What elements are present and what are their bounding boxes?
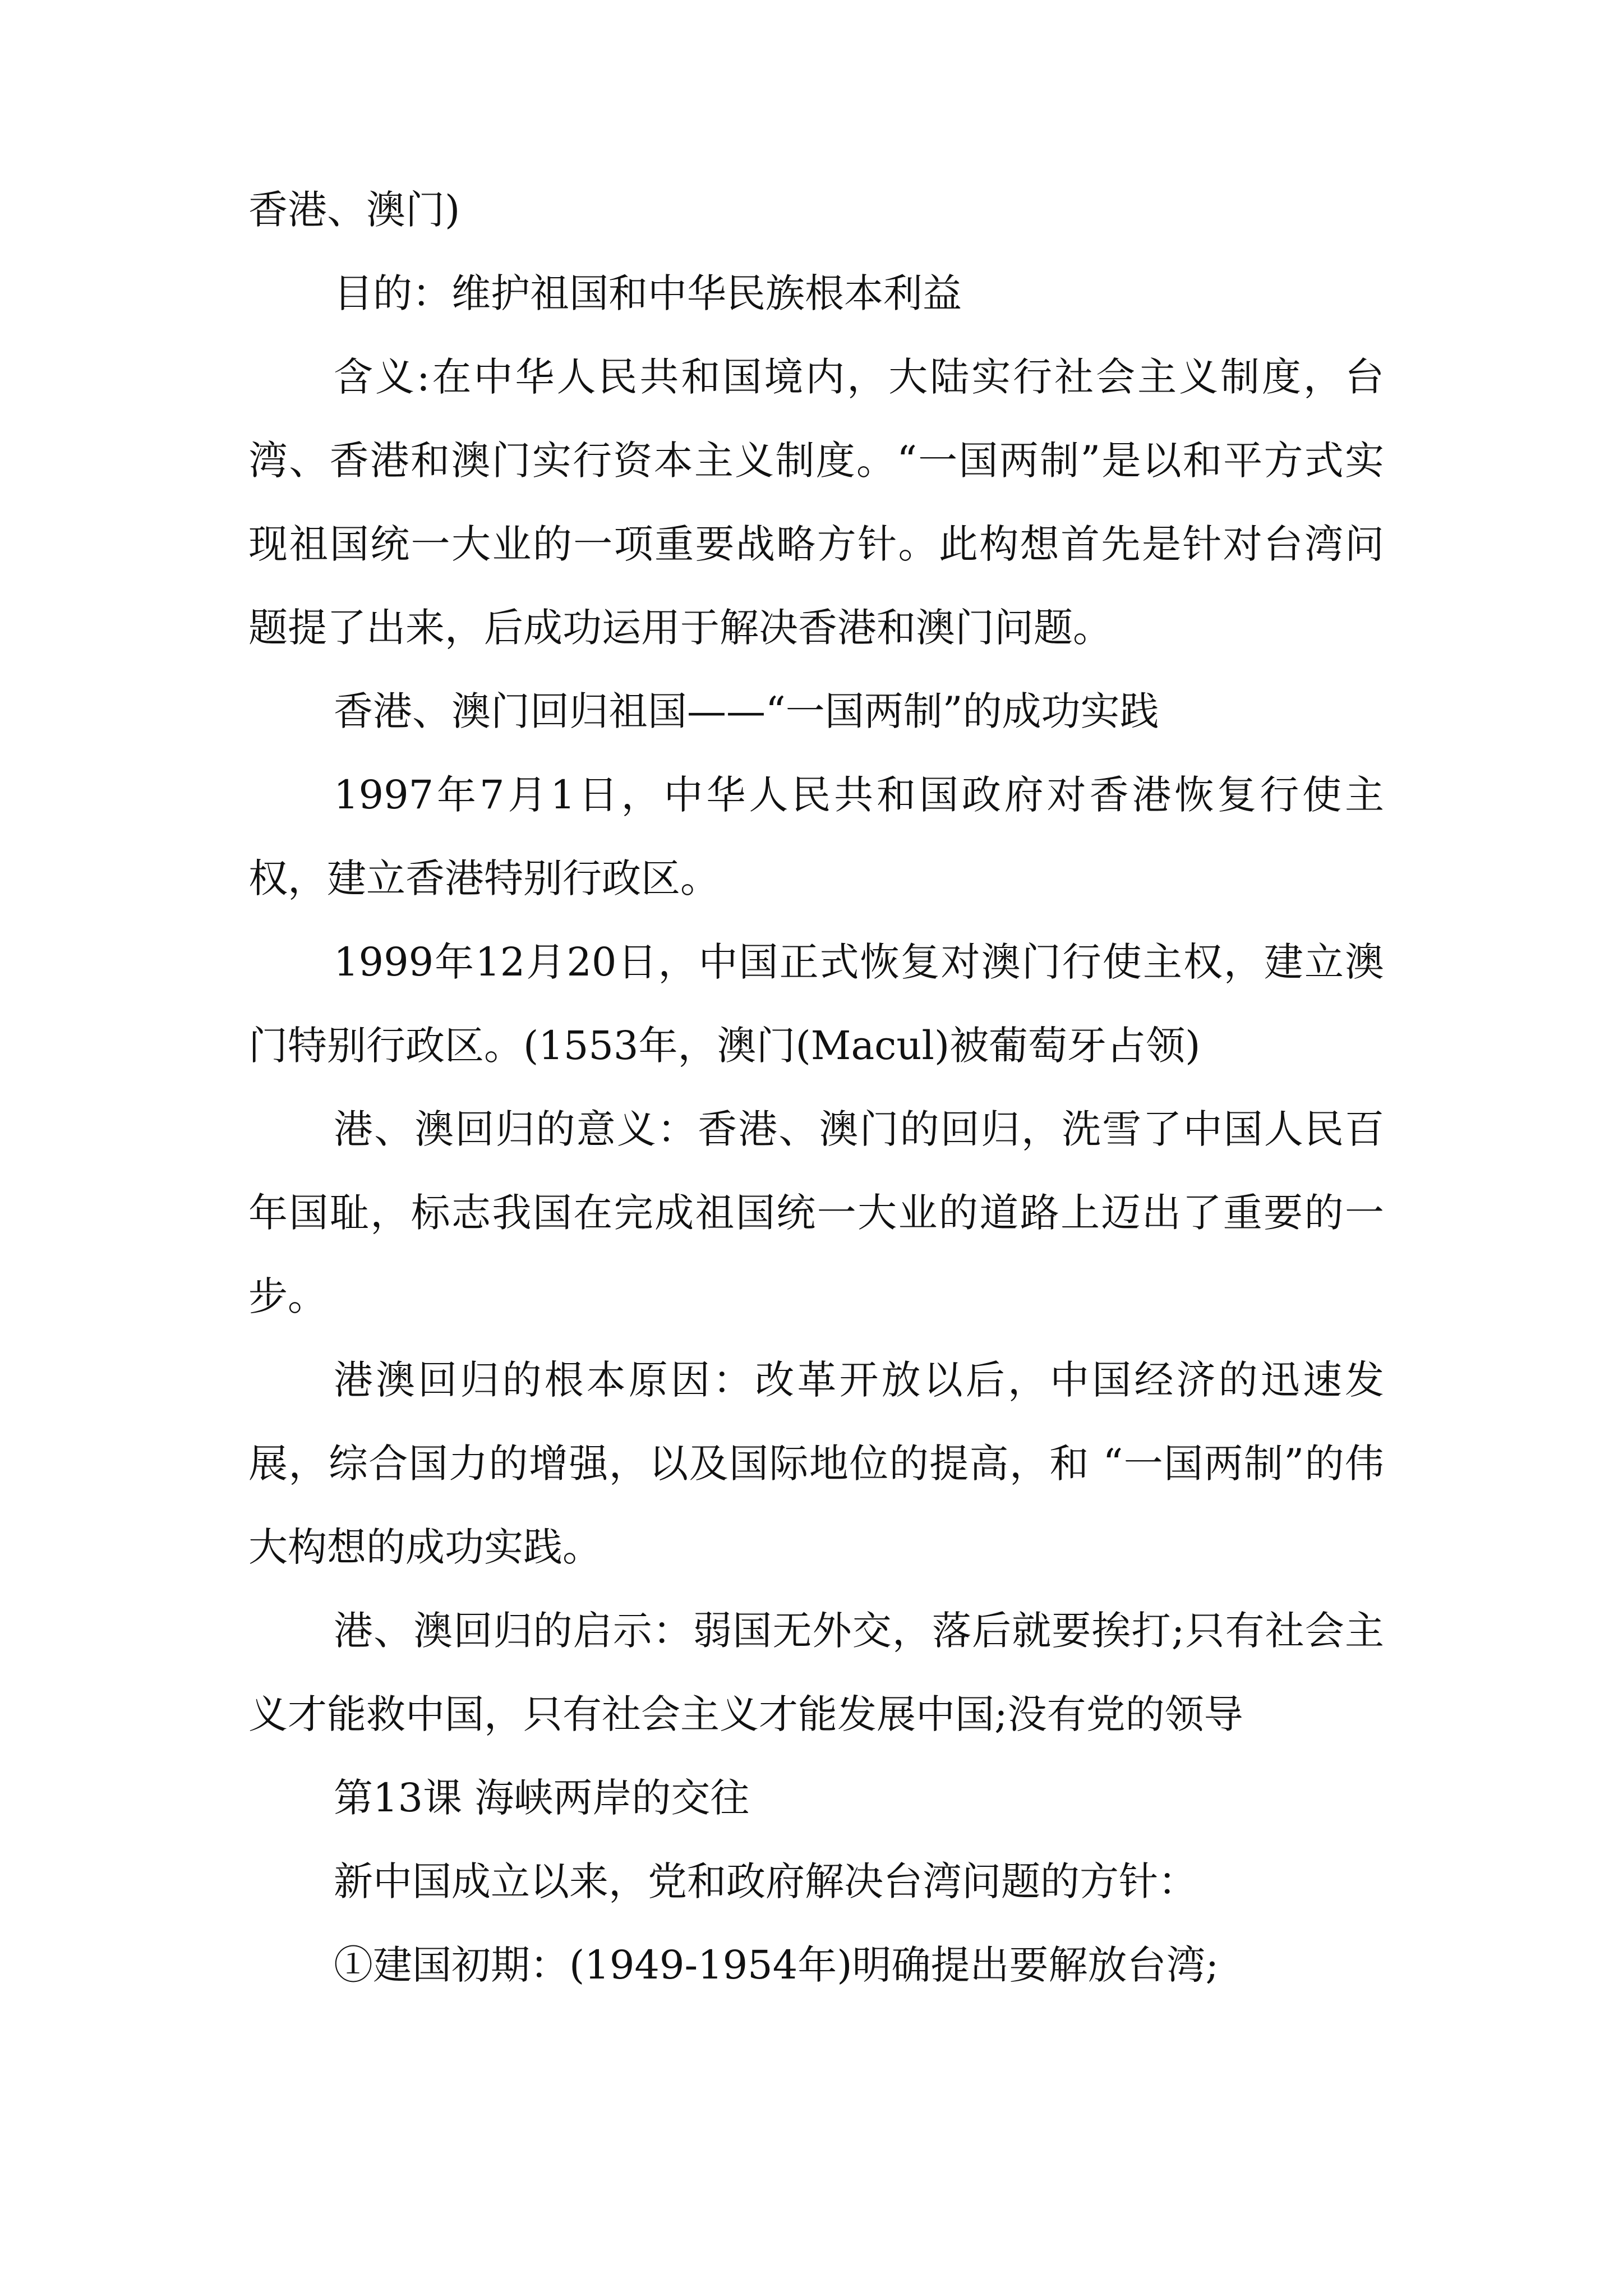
paragraph: 1999年12月20日，中国正式恢复对澳门行使主权，建立澳门特别行政区。(1553年，澳门(Macul)被葡萄牙占领) — [248, 939, 1384, 1069]
document-body — [248, 168, 1384, 2007]
paragraph: 香港、澳门回归祖国——“一国两制”的成功实践 — [334, 688, 1159, 734]
paragraph: 新中国成立以来，党和政府解决台湾问题的方针： — [334, 1858, 1197, 1904]
paragraph: 港、澳回归的意义：香港、澳门的回归，洗雪了中国人民百年国耻，标志我国在完成祖国统一大业的道路上迈出了重要的一步。 — [248, 1106, 1384, 1319]
paragraph: 含义:在中华人民共和国境内，大陆实行社会主义制度，台湾、香港和澳门实行资本主义制度。“一国两制”是以和平方式实现祖国统一大业的一项重要战略方针。此构想首先是针对台湾问题提了出来，后成功运用于解决香港和澳门问题。 — [248, 354, 1384, 651]
paragraph: 港、澳回归的启示：弱国无外交，落后就要挨打;只有社会主义才能救中国，只有社会主义才能发展中国;没有党的领导 — [248, 1608, 1384, 1737]
paragraph: 香港、澳门) — [248, 187, 460, 233]
paragraph: 目的：维护祖国和中华民族根本利益 — [334, 270, 962, 316]
paragraph: ①建国初期：(1949-1954年)明确提出要解放台湾; — [334, 1942, 1219, 1988]
paragraph: 港澳回归的根本原因：改革开放以后，中国经济的迅速发展，综合国力的增强，以及国际地位的提高，和 “一国两制”的伟大构想的成功实践。 — [248, 1357, 1384, 1570]
paragraph: 1997年7月1日，中华人民共和国政府对香港恢复行使主权，建立香港特别行政区。 — [248, 772, 1384, 901]
lesson-heading: 第13课 海峡两岸的交往 — [334, 1775, 750, 1821]
